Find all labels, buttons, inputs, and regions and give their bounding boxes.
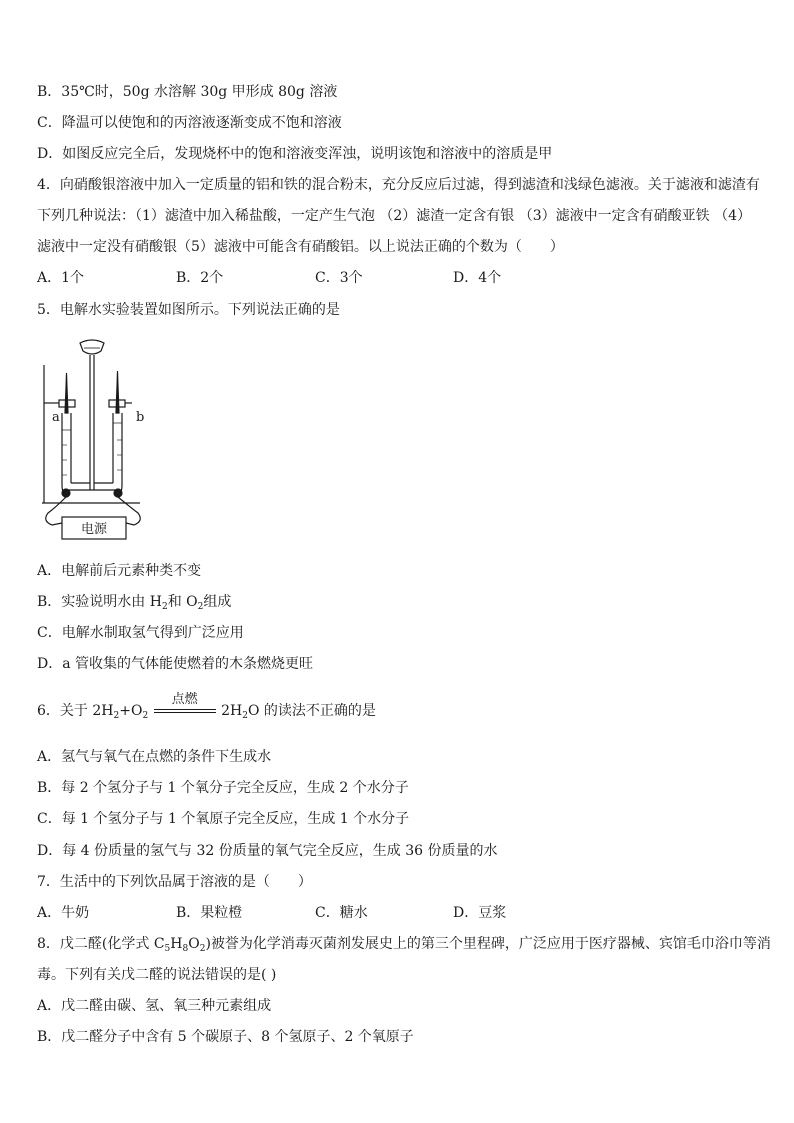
- q8-stem-line2: 毒。下列有关戊二醛的说法错误的是( ): [37, 967, 277, 983]
- electrolysis-apparatus-diagram: [40, 335, 170, 550]
- q7-option-b: B．果粒橙: [176, 905, 243, 921]
- label-a: a: [52, 410, 60, 425]
- wire-right: [118, 497, 140, 525]
- q8-option-b: B．戊二醛分子中含有 5 个碳原子、8 个氢原子、2 个氧原子: [37, 1029, 414, 1045]
- q4-stem-line2: 下列几种说法：（1）滤渣中加入稀盐酸，一定产生气泡 （2）滤渣一定含有银 （3）滤液中一定含有硝酸亚铁 （4）: [37, 208, 751, 224]
- electrode-b: [114, 489, 122, 497]
- q8-stem-line1: 8．戊二醛(化学式 $C_5H_8O_2$)被誉为化学消毒灭菌剂发展史上的第三个里程碑，广泛应用于医疗器械、宾馆毛巾浴巾等消: [37, 936, 771, 954]
- reaction-arrow: [154, 692, 216, 718]
- q7-option-a: A．牛奶: [37, 905, 90, 921]
- q7-stem: 7．生活中的下列饮品属于溶液的是（ ）: [37, 874, 312, 890]
- q6-option-b: B．每 2 个氢分子与 1 个氧分子完全反应，生成 2 个水分子: [37, 780, 409, 796]
- power-source-label: 电源: [80, 522, 108, 537]
- q6-option-c: C．每 1 个氢分子与 1 个氧原子完全反应，生成 1 个水分子: [37, 811, 410, 827]
- q6-option-d: D．每 4 份质量的氢气与 32 份质量的氧气完全反应，生成 36 份质量的水: [37, 843, 498, 859]
- q5-stem: 5．电解水实验装置如图所示。下列说法正确的是: [37, 302, 340, 318]
- reaction-condition: 点燃: [171, 692, 198, 707]
- electrode-a: [62, 489, 70, 497]
- q4-option-a: A．1个: [37, 270, 85, 286]
- q3-option-d: D．如图反应完全后，发现烧杯中的饱和溶液变浑浊，说明该饱和溶液中的溶质是甲: [37, 146, 553, 162]
- q5-option-b: B．实验说明水由 $H_2$和 $O_2$组成: [37, 594, 232, 612]
- q5-option-d: D．a 管收集的气体能使燃着的木条燃烧更旺: [37, 656, 314, 672]
- q4-option-c: C．3个: [315, 270, 363, 286]
- label-b: b: [136, 410, 145, 425]
- tube-b-outer: [116, 413, 122, 495]
- q4-stem-line1: 4．向硝酸银溶液中加入一定质量的铝和铁的混合粉末，充分反应后过滤，得到滤渣和浅绿色滤液。关于滤液和滤渣有: [37, 177, 760, 193]
- q5-option-c: C．电解水制取氢气得到广泛应用: [37, 625, 244, 641]
- q3-option-b: B．35℃时，50g 水溶解 30g 甲形成 80g 溶液: [37, 84, 338, 100]
- wire-left: [46, 497, 66, 525]
- q4-option-d: D．4个: [453, 270, 502, 286]
- funnel-reservoir: [80, 340, 104, 354]
- q7-option-d: D．豆浆: [453, 905, 507, 921]
- q4-stem-line3: 滤液中一定没有硝酸银（5）滤液中可能含有硝酸铝。以上说法正确的个数为（ ）: [37, 239, 564, 255]
- q3-option-c: C．降温可以使饱和的丙溶液逐渐变成不饱和溶液: [37, 115, 342, 131]
- q6-option-a: A．氢气与氧气在点燃的条件下生成水: [37, 749, 272, 765]
- q7-option-c: C．糖水: [315, 905, 368, 921]
- q4-option-b: B．2个: [176, 270, 224, 286]
- q6-stem: 6．关于 $2H_2+O_2$ 点燃 $2H_2O$ 的读法不正确的是: [37, 692, 376, 721]
- q8-option-a: A．戊二醛由碳、氢、氧三种元素组成: [37, 998, 272, 1014]
- tube-a-outer: [62, 413, 68, 495]
- q5-option-a: A．电解前后元素种类不变: [37, 563, 202, 579]
